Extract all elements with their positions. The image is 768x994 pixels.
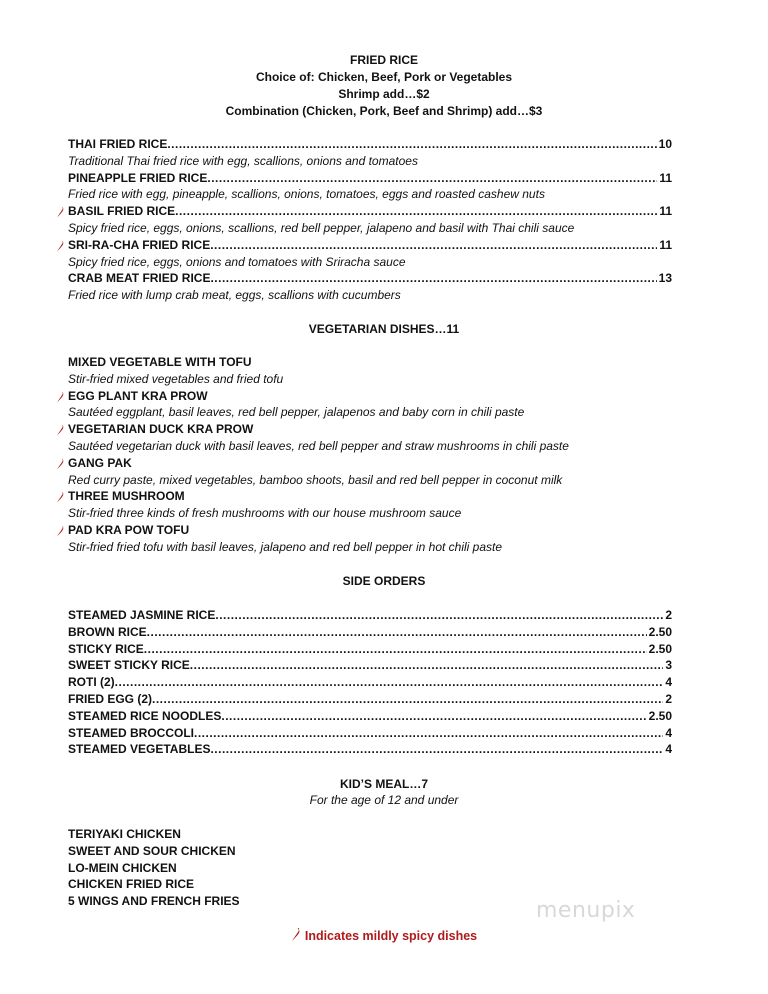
item-name: STEAMED RICE NOODLES bbox=[68, 708, 222, 723]
item-name: GANG PAK bbox=[68, 455, 132, 470]
kids-meal-subtitle: For the age of 12 and under bbox=[309, 793, 459, 807]
dot-leader bbox=[144, 641, 647, 658]
item-name: CRAB MEAT FRIED RICE bbox=[68, 271, 211, 286]
item-description: Stir-fried three kinds of fresh mushrooms with our house mushroom sauce bbox=[68, 506, 462, 521]
item-description: Sautéed vegetarian duck with basil leaves, red bell pepper and straw mushrooms in chili paste bbox=[68, 438, 569, 453]
item-price: 11 bbox=[659, 204, 672, 219]
dot-leader bbox=[210, 270, 656, 287]
fried-rice-item bbox=[68, 270, 672, 287]
item-name: ROTI (2) bbox=[68, 675, 115, 690]
item-description: Red curry paste, mixed vegetables, bamboo shoots, basil and red bell pepper in coconut milk bbox=[68, 472, 563, 487]
item-price: 2.50 bbox=[648, 708, 672, 723]
dot-leader bbox=[194, 725, 663, 742]
item-name: BROWN RICE bbox=[68, 624, 147, 639]
dot-leader bbox=[221, 708, 646, 725]
item-price: 11 bbox=[659, 170, 672, 185]
side-orders-list bbox=[68, 607, 672, 758]
item-name: EGG PLANT KRA PROW bbox=[68, 388, 208, 403]
side-order-item bbox=[68, 657, 672, 674]
item-price: 11 bbox=[659, 237, 672, 252]
kids-meal-item: 5 WINGS AND FRENCH FRIES bbox=[68, 894, 240, 909]
item-name: STICKY RICE bbox=[68, 641, 144, 656]
spicy-legend-text: Indicates mildly spicy dishes bbox=[304, 929, 478, 943]
vegetarian-item bbox=[68, 354, 672, 371]
item-description: Stir-fried fried tofu with basil leaves, jalapeno and red bell pepper in hot chili paste bbox=[68, 539, 503, 554]
chili-pepper-icon bbox=[291, 928, 301, 942]
chili-pepper-icon bbox=[56, 240, 64, 252]
item-name: MIXED VEGETABLE WITH TOFU bbox=[68, 355, 252, 369]
item-price: 2 bbox=[665, 608, 672, 622]
item-price: 13 bbox=[658, 271, 672, 286]
item-price: 10 bbox=[658, 137, 672, 151]
fried-rice-title: FRIED RICE bbox=[349, 53, 418, 67]
item-description: Stir-fried mixed vegetables and fried tofu bbox=[68, 371, 284, 386]
kids-meal-item: SWEET AND SOUR CHICKEN bbox=[68, 843, 236, 858]
item-price: 3 bbox=[665, 658, 672, 673]
item-price: 4 bbox=[665, 742, 672, 757]
chili-pepper-icon bbox=[56, 458, 64, 470]
item-price: 4 bbox=[665, 675, 672, 690]
dot-leader bbox=[147, 624, 647, 641]
side-order-item bbox=[68, 725, 672, 742]
dot-leader bbox=[167, 136, 656, 153]
item-name: BASIL FRIED RICE bbox=[68, 204, 176, 219]
item-name: VEGETARIAN DUCK KRA PROW bbox=[68, 422, 254, 437]
chili-pepper-icon bbox=[56, 491, 64, 503]
item-name: PAD KRA POW TOFU bbox=[68, 522, 190, 537]
fried-rice-item bbox=[68, 237, 672, 254]
fried-rice-shrimp: Shrimp add…$2 bbox=[338, 87, 430, 101]
vegetarian-title: VEGETARIAN DISHES…11 bbox=[308, 322, 460, 336]
fried-rice-item bbox=[68, 136, 672, 153]
item-name: FRIED EGG (2) bbox=[68, 691, 153, 706]
item-description: Traditional Thai fried rice with egg, scallions, onions and tomatoes bbox=[68, 153, 418, 168]
item-name: SRI-RA-CHA FRIED RICE bbox=[68, 237, 211, 252]
fried-rice-choice: Choice of: Chicken, Beef, Pork or Vegetables bbox=[255, 70, 513, 84]
item-description: Sautéed eggplant, basil leaves, red bell pepper, jalapenos and baby corn in chili paste bbox=[68, 405, 525, 420]
item-name: SWEET STICKY RICE bbox=[68, 658, 190, 673]
item-description: Spicy fried rice, eggs, onions, scallions, red bell pepper, jalapeno and basil with Thai chili sauce bbox=[68, 220, 575, 235]
item-description: Fried rice with lump crab meat, eggs, scallions with cucumbers bbox=[68, 288, 401, 303]
kids-meal-item: TERIYAKI CHICKEN bbox=[68, 827, 181, 841]
item-name: STEAMED BROCCOLI bbox=[68, 725, 194, 740]
dot-leader bbox=[215, 607, 663, 624]
side-order-item bbox=[68, 674, 672, 691]
menupix-watermark: menupix bbox=[536, 898, 636, 923]
vegetarian-item bbox=[68, 421, 672, 438]
fried-rice-item bbox=[68, 203, 672, 220]
vegetarian-item bbox=[68, 522, 672, 539]
dot-leader bbox=[152, 691, 663, 708]
fried-rice-combo: Combination (Chicken, Pork, Beef and Shrimp) add…$3 bbox=[225, 104, 543, 118]
chili-pepper-icon bbox=[56, 525, 64, 537]
dot-leader bbox=[115, 674, 664, 691]
fried-rice-item bbox=[68, 170, 672, 187]
dot-leader bbox=[175, 203, 657, 220]
dot-leader bbox=[210, 237, 657, 254]
kids-meal-item: LO-MEIN CHICKEN bbox=[68, 860, 177, 875]
chili-pepper-icon bbox=[56, 206, 64, 218]
vegetarian-item bbox=[68, 488, 672, 505]
chili-pepper-icon bbox=[56, 391, 64, 403]
item-name: THREE MUSHROOM bbox=[68, 489, 185, 504]
side-orders-title: SIDE ORDERS bbox=[342, 574, 426, 588]
item-name: STEAMED JASMINE RICE bbox=[68, 608, 216, 622]
side-order-item bbox=[68, 741, 672, 758]
vegetarian-item bbox=[68, 455, 672, 472]
side-order-item bbox=[68, 691, 672, 708]
item-price: 4 bbox=[665, 725, 672, 740]
item-price: 2.50 bbox=[648, 624, 672, 639]
item-name: STEAMED VEGETABLES bbox=[68, 742, 211, 757]
side-order-item bbox=[68, 624, 672, 641]
item-price: 2 bbox=[665, 691, 672, 706]
side-order-item bbox=[68, 641, 672, 658]
item-price: 2.50 bbox=[648, 641, 672, 656]
dot-leader bbox=[207, 170, 657, 187]
item-name: THAI FRIED RICE bbox=[68, 137, 168, 151]
dot-leader bbox=[210, 741, 663, 758]
kids-meal-item: CHICKEN FRIED RICE bbox=[68, 877, 195, 892]
vegetarian-list bbox=[68, 354, 672, 556]
dot-leader bbox=[190, 657, 664, 674]
chili-pepper-icon bbox=[56, 424, 64, 436]
side-order-item bbox=[68, 708, 672, 725]
side-order-item bbox=[68, 607, 672, 624]
item-description: Spicy fried rice, eggs, onions and tomatoes with Sriracha sauce bbox=[68, 254, 406, 269]
item-name: PINEAPPLE FRIED RICE bbox=[68, 170, 208, 185]
spicy-legend bbox=[0, 928, 768, 943]
fried-rice-list bbox=[68, 136, 672, 304]
kids-meal-title: KID’S MEAL…7 bbox=[339, 777, 428, 791]
vegetarian-item bbox=[68, 388, 672, 405]
item-description: Fried rice with egg, pineapple, scallions, onions, tomatoes, eggs and roasted cashew nuts bbox=[68, 187, 545, 202]
